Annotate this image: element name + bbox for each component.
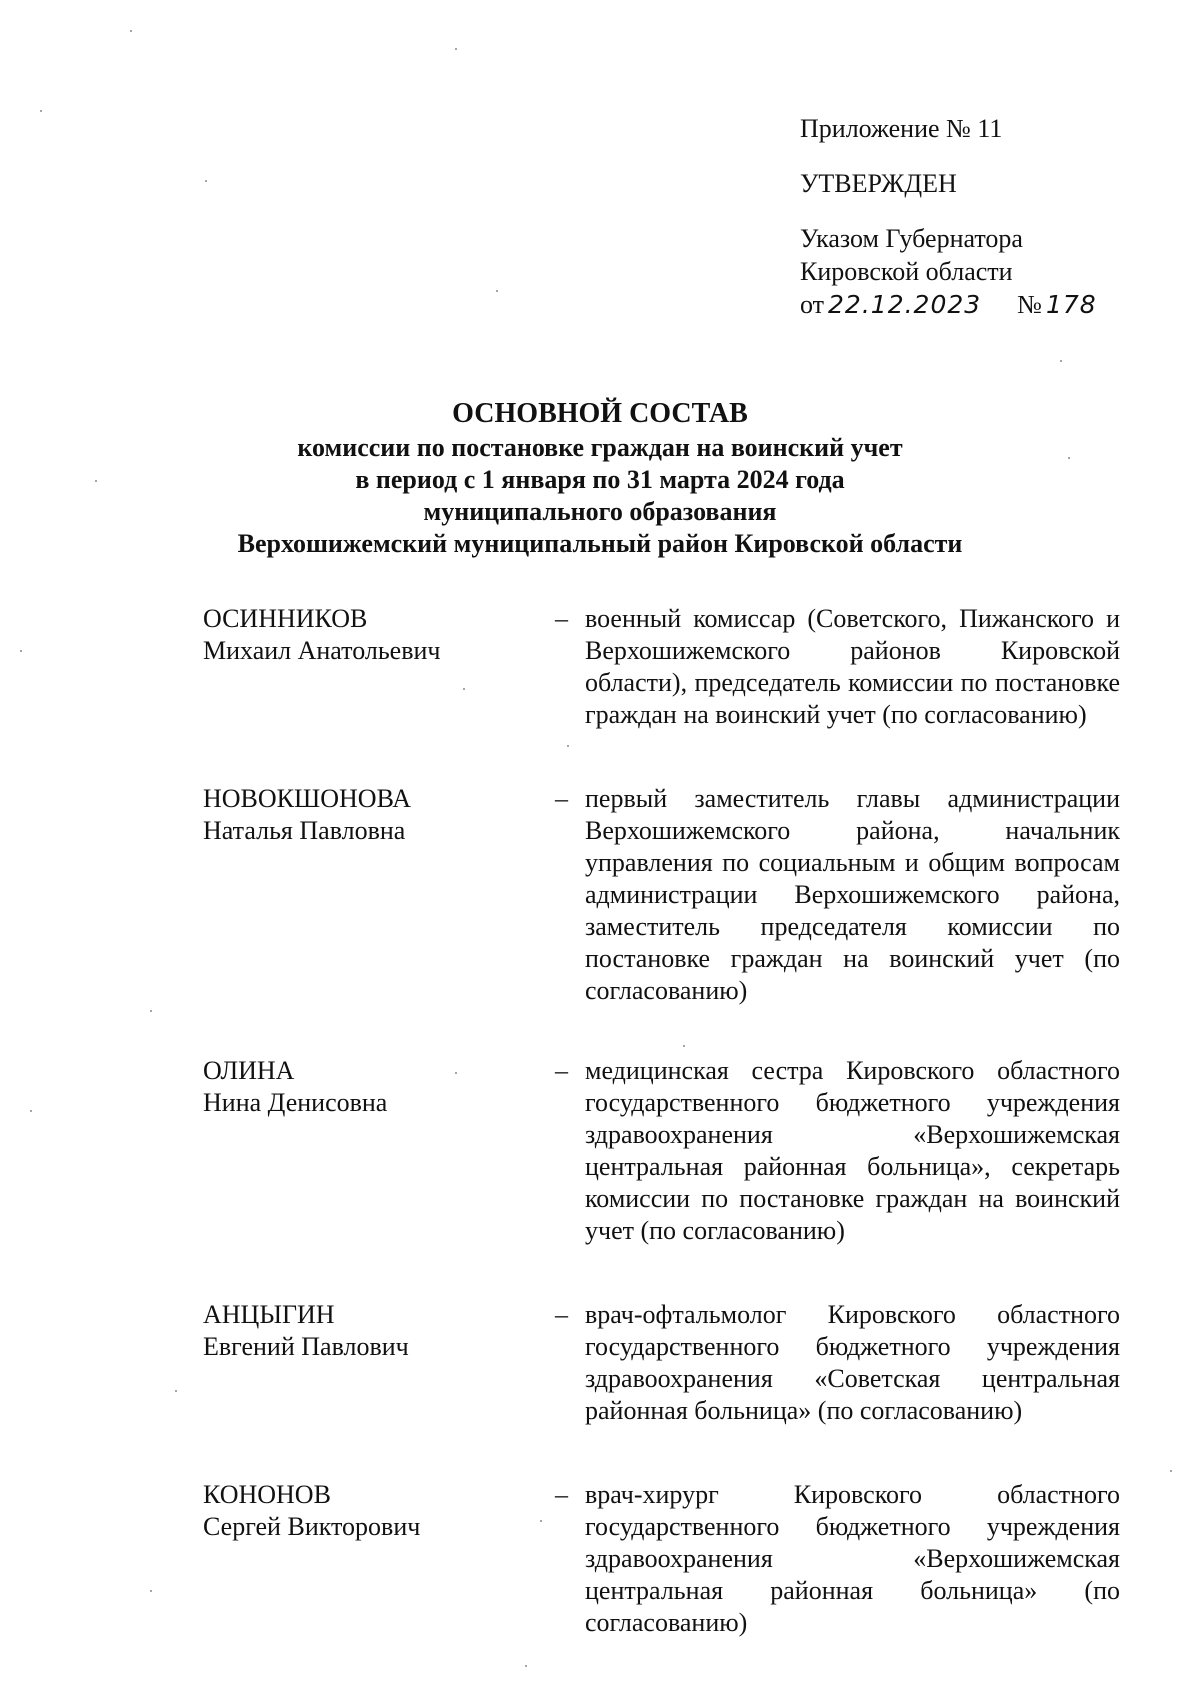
member-given-name: Нина Денисовна: [203, 1088, 388, 1117]
member-surname: КОНОНОВ: [203, 1480, 331, 1509]
scan-speck: [40, 110, 42, 112]
scan-speck: [20, 650, 22, 652]
scan-speck: [683, 1045, 685, 1047]
member-name: [203, 603, 555, 667]
member-role: военный комиссар (Советского, Пижанского и Верхошижемского районов Кировской области), председатель комиссии по постановке граждан на воинский учет (по согласованию): [585, 604, 1120, 729]
member-surname: АНЦЫГИН: [203, 1300, 335, 1329]
title-line-3: в период с 1 января по 31 марта 2024 года: [355, 465, 845, 494]
member-entry: [203, 1299, 1123, 1427]
scan-speck: [1170, 1470, 1172, 1472]
scan-speck: [496, 290, 498, 292]
member-surname: НОВОКШОНОВА: [203, 784, 412, 813]
dash-separator: –: [555, 604, 568, 633]
scan-speck: [455, 48, 457, 50]
document-title: [150, 396, 1050, 560]
date-prefix: от: [800, 290, 825, 319]
member-surname: ОЛИНА: [203, 1056, 295, 1085]
dash-separator: –: [555, 1480, 568, 1509]
member-given-name: Евгений Павлович: [203, 1332, 409, 1361]
member-given-name: Сергей Викторович: [203, 1512, 421, 1541]
member-entry: [203, 1055, 1123, 1247]
member-role: первый заместитель главы администрации Верхошижемского района, начальник управления по социальным и общим вопросам администрации Верхошижемского района, заместитель председателя комиссии по постановке граждан на воинский учет (по согласованию): [585, 784, 1120, 1005]
title-line-2: комиссии по постановке граждан на воинский учет: [297, 433, 903, 462]
member-name: [203, 1479, 555, 1543]
scan-speck: [455, 1072, 457, 1074]
scan-speck: [1068, 457, 1070, 459]
member-entry: [203, 1479, 1123, 1639]
approved-label: УТВЕРЖДЕН: [800, 169, 957, 198]
member-role: медицинская сестра Кировского областного государственного бюджетного учреждения здравоохранения «Верхошижемская центральная районная больница», секретарь комиссии по постановке граждан на воинский учет (по согласованию): [585, 1056, 1120, 1245]
decree-line-2: Кировской области: [800, 257, 1013, 286]
dash-separator: –: [555, 1300, 568, 1329]
member-surname: ОСИННИКОВ: [203, 604, 368, 633]
scan-speck: [567, 745, 569, 747]
scan-speck: [525, 1665, 527, 1667]
decree-line-1: Указом Губернатора: [800, 224, 1023, 253]
member-name: [203, 1299, 555, 1363]
member-name: [203, 1055, 555, 1119]
scan-speck: [1060, 360, 1062, 362]
scan-speck: [30, 1110, 32, 1112]
scan-speck: [540, 1520, 542, 1522]
member-given-name: Михаил Анатольевич: [203, 636, 441, 665]
member-given-name: Наталья Павловна: [203, 816, 406, 845]
title-line-5: Верхошижемский муниципальный район Кировской области: [237, 529, 963, 558]
dash-separator: –: [555, 784, 568, 813]
decree-number: 178: [1045, 290, 1097, 319]
scan-speck: [463, 688, 465, 690]
scan-speck: [175, 1390, 177, 1392]
scan-speck: [150, 1590, 152, 1592]
member-role: врач-офтальмолог Кировского областного государственного бюджетного учреждения здравоохранения «Советская центральная районная больница» (по согласованию): [585, 1300, 1120, 1425]
scan-speck: [150, 1010, 152, 1012]
member-role: врач-хирург Кировского областного государственного бюджетного учреждения здравоохранения «Верхошижемская центральная районная больница» (по согласованию): [585, 1480, 1120, 1637]
members-list: [203, 603, 1123, 1639]
dash-separator: –: [555, 1056, 568, 1085]
member-entry: [203, 603, 1123, 731]
member-name: [203, 783, 555, 847]
title-line-4: муниципального образования: [423, 497, 777, 526]
approval-block: [800, 112, 1160, 321]
scan-speck: [205, 180, 207, 182]
number-label: №: [1017, 290, 1042, 319]
appendix-label: Приложение № 11: [800, 114, 1003, 143]
member-entry: [203, 783, 1123, 1007]
decree-date-line: [800, 288, 1160, 321]
scan-speck: [130, 30, 132, 32]
decree-date: 22.12.2023: [828, 290, 982, 319]
title-main: ОСНОВНОЙ СОСТАВ: [452, 398, 748, 429]
scan-speck: [95, 480, 97, 482]
